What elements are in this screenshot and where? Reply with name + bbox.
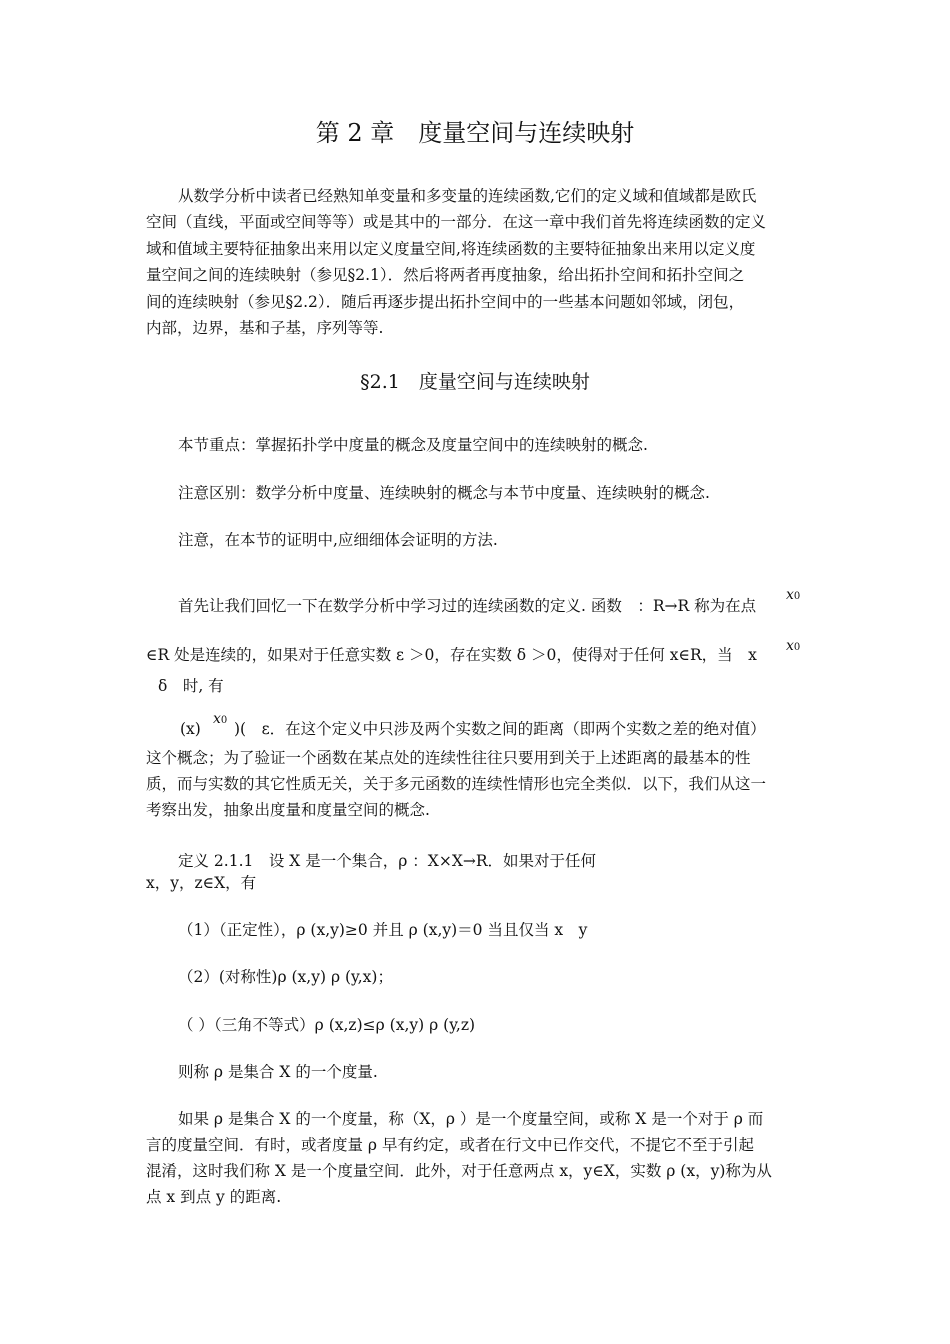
definition-conclusion: 则称 ρ 是集合 X 的一个度量.: [178, 1063, 378, 1081]
recall-line-5: 这个概念；为了验证一个函数在某点处的连续性往往只要用到关于上述距离的最基本的性: [146, 749, 751, 767]
axiom-symmetry: （2）(对称性)ρ (x,y) ρ (y,x)；: [178, 968, 393, 986]
intro-line-3: 域和值域主要特征抽象出来用以定义度量空间,将连续函数的主要特征抽象出来用以定义度: [146, 240, 756, 258]
recall-line-3: δ 时, 有: [158, 677, 224, 695]
metric-space-line-4: 点 x 到点 y 的距离.: [146, 1188, 282, 1206]
x0-symbol-3: x0: [213, 711, 228, 727]
intro-line-6: 内部，边界，基和子基，序列等等.: [146, 319, 384, 337]
intro-line-1: 从数学分析中读者已经熟知单变量和多变量的连续函数,它们的定义域和值域都是欧氏: [178, 187, 757, 205]
recall-line-4b: )( ε．在这个定义中只涉及两个实数之间的距离（即两个实数之差的绝对值）: [234, 720, 766, 738]
note-distinction: 注意区别：数学分析中度量、连续映射的概念与本节中度量、连续映射的概念.: [178, 484, 710, 502]
intro-line-2: 空间（直线，平面或空间等等）或是其中的一部分．在这一章中我们首先将连续函数的定义: [146, 213, 767, 231]
axiom-triangle-inequality: （ ）（三角不等式）ρ (x,z)≤ρ (x,y) ρ (y,z): [178, 1016, 476, 1034]
recall-line-6: 质，而与实数的其它性质无关，关于多元函数的连续性情形也完全类似．以下，我们从这一: [146, 775, 767, 793]
note-key-points: 本节重点：掌握拓扑学中度量的概念及度量空间中的连续映射的概念.: [178, 436, 648, 454]
metric-space-line-3: 混淆，这时我们称 X 是一个度量空间．此外，对于任意两点 x，y∈X，实数 ρ (x，y)称为从: [146, 1162, 772, 1180]
metric-space-line-1: 如果 ρ 是集合 X 的一个度量，称（X，ρ ）是一个度量空间，或称 X 是一个对于 ρ 而: [178, 1110, 764, 1128]
note-attention: 注意，在本节的证明中,应细细体会证明的方法.: [178, 531, 498, 549]
metric-space-line-2: 言的度量空间．有时，或者度量 ρ 早有约定，或者在行文中已作交代，不提它不至于引起: [146, 1136, 754, 1154]
recall-line-4a: (x): [180, 720, 201, 738]
x0-symbol-1: x0: [786, 587, 801, 603]
recall-line-1: 首先让我们回忆一下在数学分析中学习过的连续函数的定义. 函数 ：R→R 称为在点: [178, 597, 757, 615]
intro-line-4: 量空间之间的连续映射（参见§2.1）．然后将两者再度抽象，给出拓扑空间和拓扑空间之: [146, 266, 745, 284]
definition-line-1: 定义 2.1.1 设 X 是一个集合，ρ ：X×X→R．如果对于任何: [178, 852, 597, 870]
section-title: §2.1 度量空间与连续映射: [360, 371, 590, 393]
axiom-positive-definite: （1）（正定性），ρ (x,y)≥0 并且 ρ (x,y)＝0 当且仅当 x y: [178, 921, 588, 939]
x0-symbol-2: x0: [786, 638, 801, 654]
definition-line-2: x，y，z∈X，有: [146, 874, 257, 892]
recall-line-7: 考察出发，抽象出度量和度量空间的概念.: [146, 801, 430, 819]
intro-line-5: 间的连续映射（参见§2.2）．随后再逐步提出拓扑空间中的一些基本问题如邻域，闭包，: [146, 293, 745, 311]
chapter-title: 第 2 章 度量空间与连续映射: [315, 119, 635, 147]
recall-line-2: ∈R 处是连续的，如果对于任意实数 ε ＞0，存在实数 δ ＞0，使得对于任何 x∈R，当 x: [146, 646, 757, 664]
